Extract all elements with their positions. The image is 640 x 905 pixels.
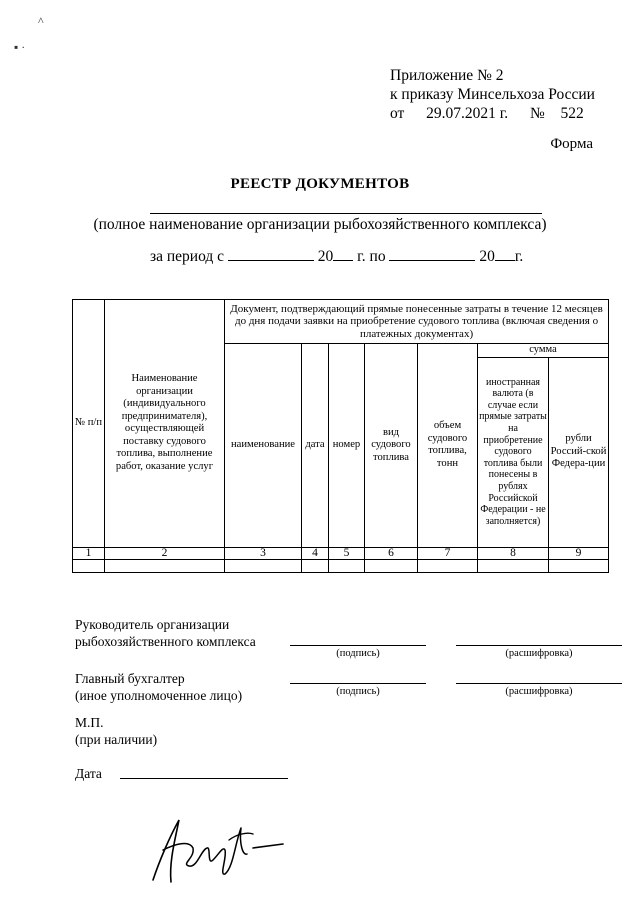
col-header-num: № п/п (73, 300, 105, 548)
table-cell[interactable] (329, 559, 365, 572)
accountant-decoding-caption: (расшифровка) (505, 686, 573, 697)
table-row (73, 559, 609, 572)
period-line: за период с 20 г. по 20 г. (150, 248, 524, 265)
col-header-fuel-type: вид судового топлива (365, 344, 418, 548)
scan-mark: ▪ · (14, 40, 26, 54)
col-number-cell: 3 (225, 547, 302, 559)
head-label: Руководитель организации рыбохозяйственного комплекса (75, 617, 256, 649)
order-number: 522 (560, 105, 584, 122)
table-cell[interactable] (73, 559, 105, 572)
register-table (72, 299, 609, 573)
col-group-sum: сумма (478, 344, 609, 358)
appendix-date-line: от 29.07.2021 г. № 522 (390, 105, 584, 122)
accountant-signature-caption: (подпись) (336, 686, 380, 697)
period-start-year-field[interactable] (333, 246, 353, 261)
period-start-field[interactable] (228, 246, 314, 261)
document-title: РЕЕСТР ДОКУМЕНТОВ (230, 176, 410, 192)
appendix-order: к приказу Минсельхоза России (390, 86, 595, 103)
form-label: Форма (550, 136, 593, 152)
col-header-rubles: рубли Россий-ской Федера-ции (549, 357, 609, 547)
appendix-title: Приложение № 2 (390, 67, 504, 84)
period-end-field[interactable] (389, 246, 475, 261)
accountant-decoding-line[interactable] (456, 683, 622, 684)
col-header-volume: объем судового топлива, тонн (418, 344, 478, 548)
table-cell[interactable] (302, 559, 329, 572)
table-cell[interactable] (478, 559, 549, 572)
org-name-caption: (полное наименование организации рыбохозяйственного комплекса) (93, 216, 547, 233)
col-number-cell: 7 (418, 547, 478, 559)
col-number-cell: 1 (73, 547, 105, 559)
col-group-document: Документ, подтверждающий прямые понесенные затраты в течение 12 месяцев до дня подачи заявки на приобретение судового топлива (включая сведения о платежных документах) (225, 300, 609, 344)
date-label: Дата (75, 766, 102, 781)
col-number-cell: 6 (365, 547, 418, 559)
head-decoding-line[interactable] (456, 645, 622, 646)
col-header-number: номер (329, 344, 365, 548)
table-cell[interactable] (365, 559, 418, 572)
col-header-foreign-currency: иностранная валюта (в случае если прямые затраты на приобретение судового топлива были понесены в рублях Российской Федерации - не заполняется) (478, 357, 549, 547)
appendix-block (390, 66, 595, 123)
col-number-cell: 8 (478, 547, 549, 559)
stamp-label: М.П. (при наличии) (75, 715, 158, 747)
col-number-cell: 5 (329, 547, 365, 559)
head-signature-line[interactable] (290, 645, 426, 646)
date-line[interactable] (120, 778, 288, 779)
col-header-name: наименование (225, 344, 302, 548)
col-header-org: Наименование организации (индивидуального предпринимателя), осуществляющей поставку судового топлива, выполнение работ, оказание услуг (105, 300, 225, 548)
scan-mark: ^ (38, 14, 44, 28)
table-cell[interactable] (105, 559, 225, 572)
period-end-year-field[interactable] (495, 246, 515, 261)
head-signature-caption: (подпись) (336, 648, 380, 659)
accountant-label: Главный бухгалтер (иное уполномоченное лицо) (75, 671, 243, 703)
table-cell[interactable] (225, 559, 302, 572)
col-header-date: дата (302, 344, 329, 548)
order-date: 29.07.2021 г. (426, 105, 509, 122)
head-decoding-caption: (расшифровка) (505, 648, 573, 659)
col-number-cell: 4 (302, 547, 329, 559)
table-cell[interactable] (418, 559, 478, 572)
accountant-signature-line[interactable] (290, 683, 426, 684)
org-name-line[interactable] (150, 213, 542, 214)
col-number-cell: 9 (549, 547, 609, 559)
table-cell[interactable] (549, 559, 609, 572)
handwritten-signature (145, 810, 295, 890)
col-number-cell: 2 (105, 547, 225, 559)
